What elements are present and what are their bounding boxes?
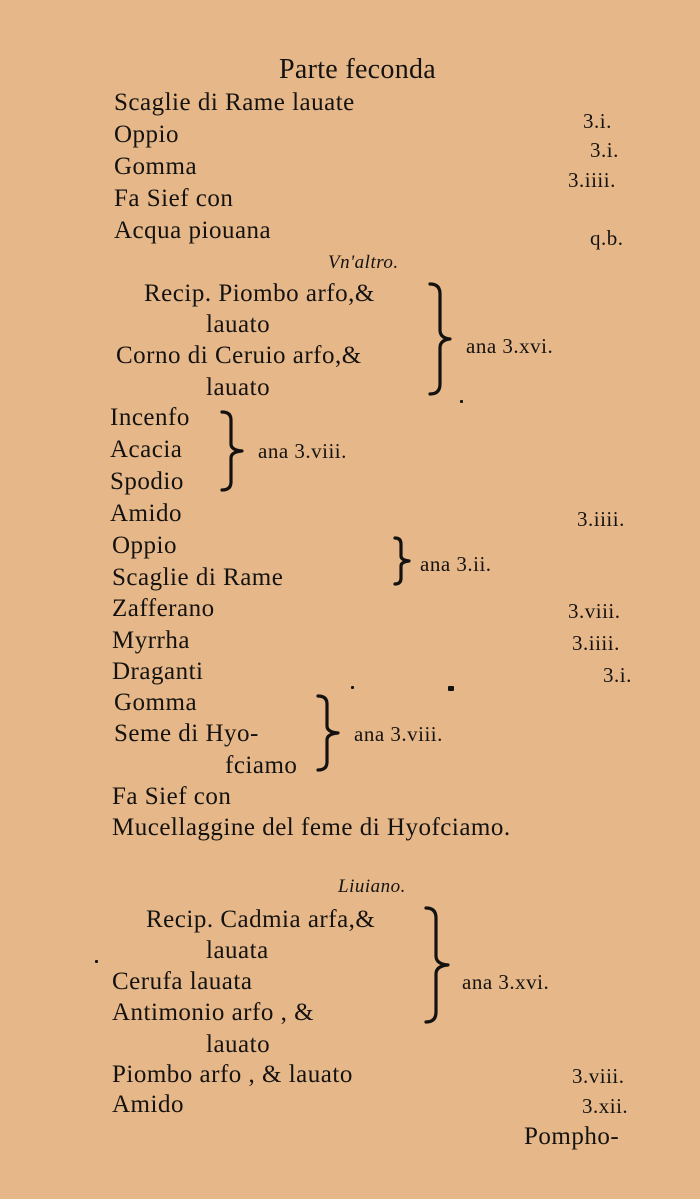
amount-label: 3.i.: [603, 663, 632, 687]
amount-label: 3.iiii.: [577, 507, 625, 531]
ingredient-line: Draganti: [112, 658, 204, 685]
brace-amount-label: ana 3.ii.: [420, 552, 492, 576]
amount-label: q.b.: [590, 226, 624, 250]
brace-amount-label: ana 3.viii.: [258, 439, 347, 463]
ingredient-line: Fa Sief con: [112, 783, 232, 810]
brace-amount-label: ana 3.xvi.: [462, 970, 550, 994]
amount-label: 3.iiii.: [568, 168, 616, 192]
ingredient-line: Spodio: [110, 468, 184, 495]
brace-icon: [216, 408, 260, 494]
brace-amount-label: ana 3.viii.: [354, 722, 443, 746]
ingredient-line: Acacia: [110, 436, 183, 463]
ingredient-line: Acqua piouana: [114, 217, 272, 244]
ingredient-line: Fa Sief con: [114, 185, 234, 212]
page-header: Parte feconda: [279, 54, 437, 85]
section-heading: Vn'altro.: [328, 252, 399, 273]
brace-icon: [424, 280, 468, 398]
ink-speck: [95, 960, 98, 963]
ingredient-line: Myrrha: [112, 627, 190, 654]
ingredient-line: Oppio: [112, 532, 177, 559]
ingredient-line: Gomma: [114, 153, 198, 180]
amount-label: 3.i.: [590, 138, 619, 162]
ingredient-line: Antimonio arfo , &: [112, 999, 315, 1026]
ingredient-line: Oppio: [114, 121, 179, 148]
ingredient-line: Recip. Cadmia arfa,&: [146, 906, 376, 933]
brace-icon: [420, 902, 464, 1028]
ingredient-line: Piombo arfo , & lauato: [112, 1061, 353, 1088]
amount-label: 3.i.: [583, 109, 612, 133]
ingredient-line: lauata: [206, 937, 269, 964]
ingredient-line: Mucellaggine del feme di Hyofciamo.: [112, 814, 511, 841]
ingredient-line: fciamo: [225, 752, 298, 779]
ingredient-line: Gomma: [114, 689, 198, 716]
section-heading: Liuiano.: [338, 876, 406, 897]
amount-label: 3.xii.: [582, 1094, 629, 1118]
ingredient-line: Scaglie di Rame: [112, 564, 284, 591]
ingredient-line: lauato: [206, 311, 271, 338]
ink-speck: [351, 686, 354, 689]
ingredient-line: Cerufa lauata: [112, 968, 253, 995]
ingredient-line: Recip. Piombo arfo,&: [144, 280, 375, 307]
ingredient-line: Amido: [110, 500, 182, 527]
ingredient-line: lauato: [206, 1031, 271, 1058]
ingredient-line: Scaglie di Rame lauate: [114, 89, 355, 116]
ink-speck: [460, 400, 463, 403]
brace-icon: [312, 692, 356, 774]
amount-label: 3.iiii.: [572, 631, 620, 655]
ingredient-line: Zafferano: [112, 595, 215, 622]
amount-label: 3.viii.: [572, 1064, 625, 1088]
ingredient-line: Incenfo: [110, 404, 190, 431]
ingredient-line: Seme di Hyo-: [114, 720, 259, 747]
brace-amount-label: ana 3.xvi.: [466, 334, 554, 358]
ingredient-line: Corno di Ceruio arfo,&: [116, 342, 362, 369]
brace-icon: [390, 534, 420, 588]
ink-speck: [448, 686, 454, 691]
ingredient-line: Amido: [112, 1091, 184, 1118]
amount-label: 3.viii.: [568, 599, 621, 623]
ingredient-line: lauato: [206, 374, 271, 401]
catchword: Pompho-: [524, 1123, 620, 1150]
